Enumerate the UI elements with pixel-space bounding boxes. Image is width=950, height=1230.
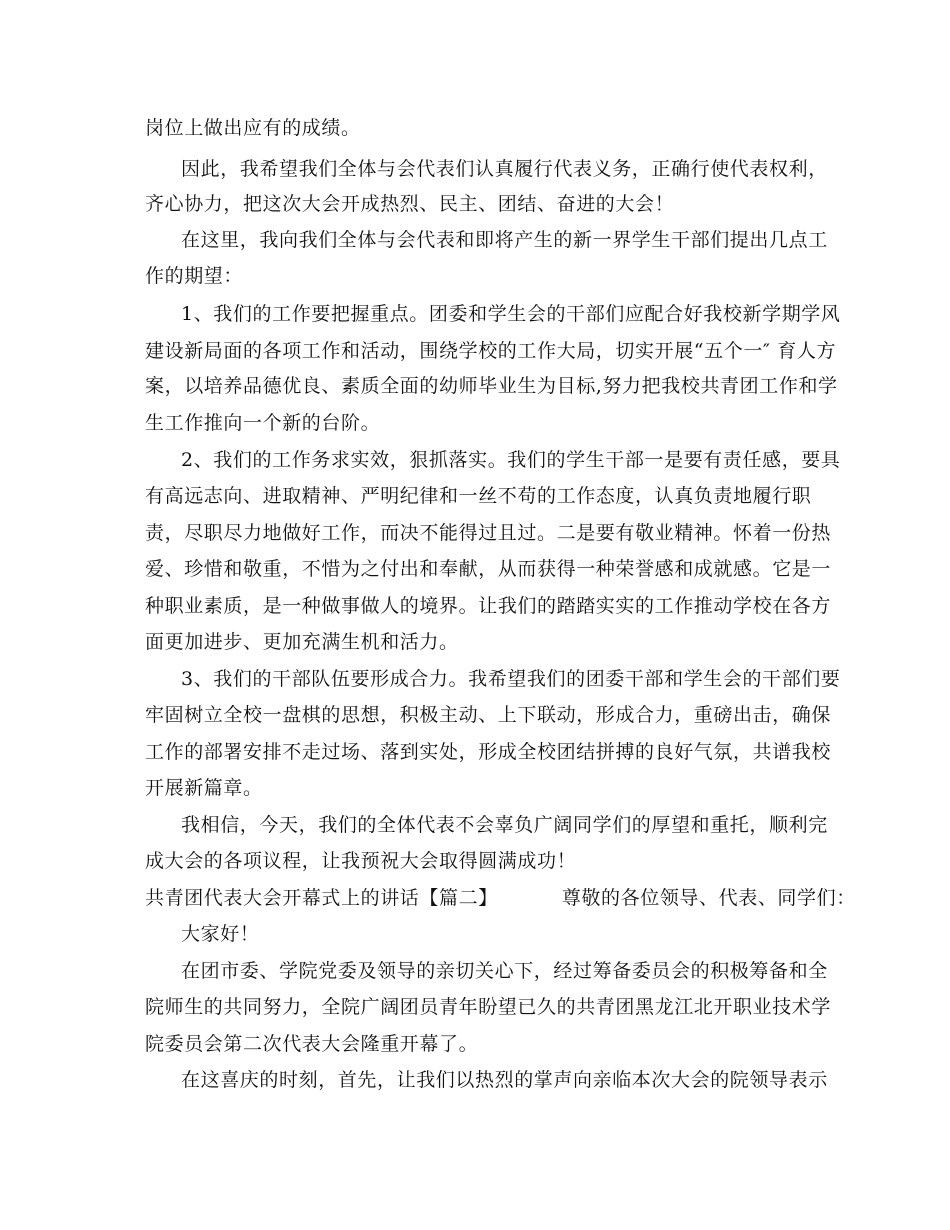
text-line: 岗位上做出应有的成绩。	[145, 117, 361, 139]
text-line: 牢固树立全校一盘棋的思想，积极主动、上下联动，形成合力，重磅出击，确保	[145, 704, 832, 726]
text-line: 建设新局面的各项工作和活动，围绕学校的工作大局，切实开展“五个一″ 育人方	[145, 340, 837, 362]
text-line: 责，尽职尽力地做好工作，而决不能得过且过。二是要有敬业精神。怀着一份热	[145, 522, 832, 544]
text-line: 爱、珍惜和敬重，不惜为之付出和奉献，从而获得一种荣誉感和成就感。它是一	[145, 558, 832, 580]
salutation: 尊敬的各位领导、代表、同学们：	[561, 887, 856, 909]
text-line: 大家好！	[181, 923, 260, 945]
text-line: 作的期望：	[145, 265, 244, 287]
text-line: 院师生的共同努力，全院广阔团员青年盼望已久的共青团黑龙江北开职业技术学	[145, 996, 832, 1018]
text-line: 种职业素质，是一种做事做人的境界。让我们的踏踏实实的工作推动学校在各方	[145, 595, 832, 617]
section-title: 共青团代表大会开幕式上的讲话【篇二】	[145, 887, 498, 909]
text-line: 3、我们的干部队伍要形成合力。我希望我们的团委干部和学生会的干部们要	[181, 668, 841, 690]
text-line: 面更加进步、更加充满生机和活力。	[145, 631, 459, 653]
text-line: 成大会的各项议程，让我预祝大会取得圆满成功！	[145, 850, 577, 872]
text-line: 开展新篇章。	[145, 777, 263, 799]
text-line: 1、我们的工作要把握重点。团委和学生会的干部们应配合好我校新学期学风	[181, 303, 841, 325]
text-line: 案，以培养品德优良、素质全面的幼师毕业生为目标,努力把我校共青团工作和学	[145, 375, 838, 397]
text-line: 2、我们的工作务求实效，狠抓落实。我们的学生干部一是要有责任感，要具	[181, 449, 841, 471]
text-line: 有高远志向、进取精神、严明纪律和一丝不苟的工作态度，认真负责地履行职	[145, 485, 812, 507]
text-line: 齐心协力，把这次大会开成热烈、民主、团结、奋进的大会！	[145, 193, 675, 215]
text-line: 院委员会第二次代表大会隆重开幕了。	[145, 1033, 479, 1055]
text-line: 因此，我希望我们全体与会代表们认真履行代表义务，正确行使代表权利，	[181, 158, 828, 180]
text-line: 在团市委、学院党委及领导的亲切关心下，经过筹备委员会的积极筹备和全	[181, 960, 828, 982]
section-heading	[145, 878, 856, 918]
text-line: 工作的部署安排不走过场、落到实处，形成全校团结拼搏的良好气氛，共谱我校	[145, 741, 832, 763]
text-line: 我相信，今天，我们的全体代表不会辜负广阔同学们的厚望和重托，顺利完	[181, 814, 828, 836]
text-line: 生工作推向一个新的台阶。	[145, 412, 381, 434]
text-line: 在这喜庆的时刻，首先，让我们以热烈的掌声向亲临本次大会的院领导表示	[181, 1069, 828, 1091]
text-line: 在这里，我向我们全体与会代表和即将产生的新一界学生干部们提出几点工	[181, 229, 828, 251]
